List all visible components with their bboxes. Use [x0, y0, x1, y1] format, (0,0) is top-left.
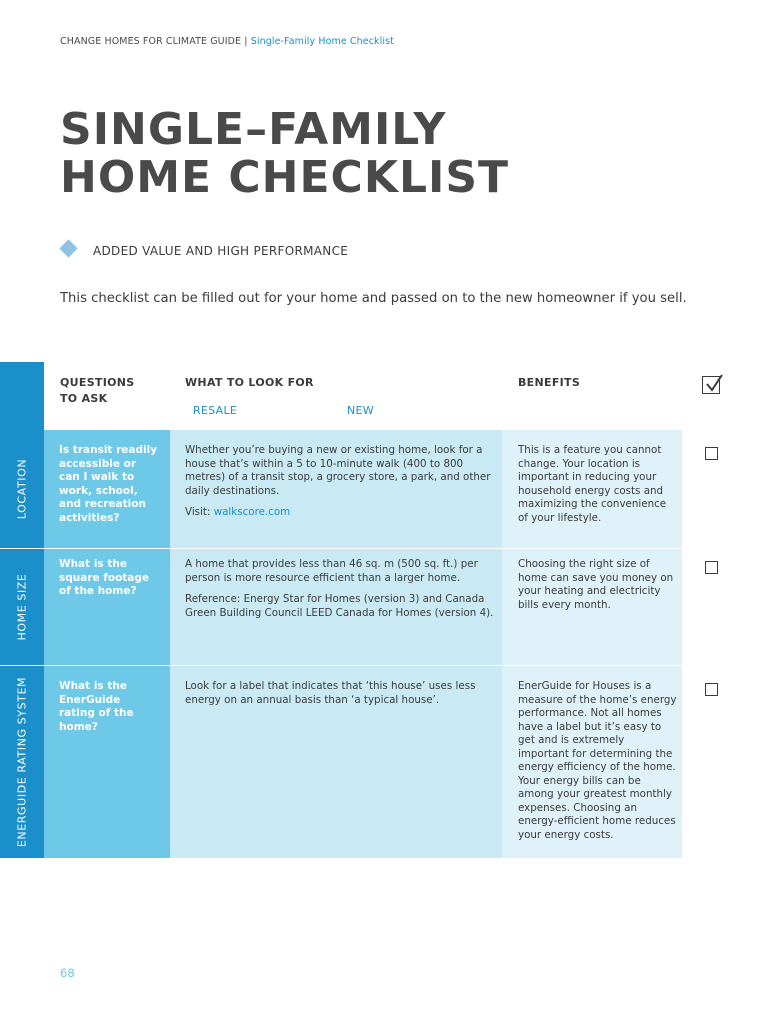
checkmark-icon — [704, 373, 724, 393]
home-size-checkbox[interactable] — [705, 561, 718, 574]
question-location: Is transit readily accessible or can I walk to work, school, and recreation activities? — [59, 444, 158, 524]
header-questions: QUESTIONS TO ASK — [60, 376, 135, 405]
what-home-size-text-1: A home that provides less than 46 sq. m (500 sq. ft.) per person is more resource efficient than a larger home. — [185, 558, 478, 584]
what-location — [185, 444, 495, 528]
intro-text: This checklist can be filled out for your home and passed on to the new homeowner if you sell. — [60, 291, 687, 306]
sidebar-home-size — [0, 548, 44, 665]
header-new: NEW — [347, 404, 374, 417]
category-label-energuide: ENERGUIDE RATING SYSTEM — [15, 676, 29, 847]
page-number: 68 — [60, 966, 75, 980]
sidebar-top — [0, 362, 44, 430]
what-energuide — [185, 680, 495, 715]
diamond-icon — [59, 239, 77, 257]
location-checkbox[interactable] — [705, 447, 718, 460]
header-what-to-look-for: WHAT TO LOOK FOR — [185, 376, 314, 389]
visit-prefix: Visit: — [185, 506, 214, 518]
what-energuide-text: Look for a label that indicates that ‘this house’ uses less energy on an annual basis than ‘a typical house’. — [185, 680, 476, 706]
what-home-size — [185, 558, 495, 628]
title-line-1: SINGLE–FAMILY — [60, 104, 447, 155]
row-divider — [0, 665, 682, 666]
benefit-location: This is a feature you cannot change. Your location is important in reducing your household energy costs and maximizing the convenience of your lifestyle. — [518, 444, 667, 524]
header-separator: | — [241, 36, 251, 47]
guide-name: CHANGE HOMES FOR CLIMATE GUIDE — [60, 36, 242, 47]
header-benefits: BENEFITS — [518, 376, 581, 389]
question-home-size: What is the square footage of the home? — [59, 558, 150, 597]
sidebar-location — [0, 430, 44, 548]
category-label-home-size: HOME SIZE — [15, 573, 29, 640]
energuide-checkbox[interactable] — [705, 683, 718, 696]
question-energuide: What is the EnerGuide rating of the home? — [59, 680, 134, 733]
visit-line — [185, 506, 495, 520]
subheading: ADDED VALUE AND HIGH PERFORMANCE — [93, 244, 349, 258]
title-line-2: HOME CHECKLIST — [60, 152, 510, 203]
walkscore-link[interactable]: walkscore.com — [213, 506, 291, 518]
benefit-energuide: EnerGuide for Houses is a measure of the home’s energy performance. Not all homes have a label but it’s easy to get and is extremely important for determining the energy efficiency of the home. Your energy bills can be among your greatest monthly expenses. Choosing an energy-efficient home reduces your energy costs. — [518, 680, 677, 841]
questions-column — [44, 362, 170, 858]
what-location-text: Whether you’re buying a new or existing home, look for a house that’s within a 5 to 10-minute walk (400 to 800 metres) of a transit stop, a grocery store, a park, and other daily destinations. — [185, 444, 491, 497]
sidebar-energuide — [0, 665, 44, 858]
category-label-location: LOCATION — [15, 458, 29, 520]
what-home-size-text-2: Reference: Energy Star for Homes (version 3) and Canada Green Building Council LEED Canada for Homes (version 4). — [185, 593, 494, 619]
benefit-home-size: Choosing the right size of home can save you money on your heating and electricity bills every month. — [518, 558, 674, 611]
running-header — [60, 36, 394, 47]
page-title — [60, 106, 509, 202]
checked-checkbox-icon — [702, 376, 720, 394]
row-divider — [0, 548, 682, 549]
header-resale: RESALE — [193, 404, 238, 417]
section-name: Single-Family Home Checklist — [250, 36, 394, 47]
